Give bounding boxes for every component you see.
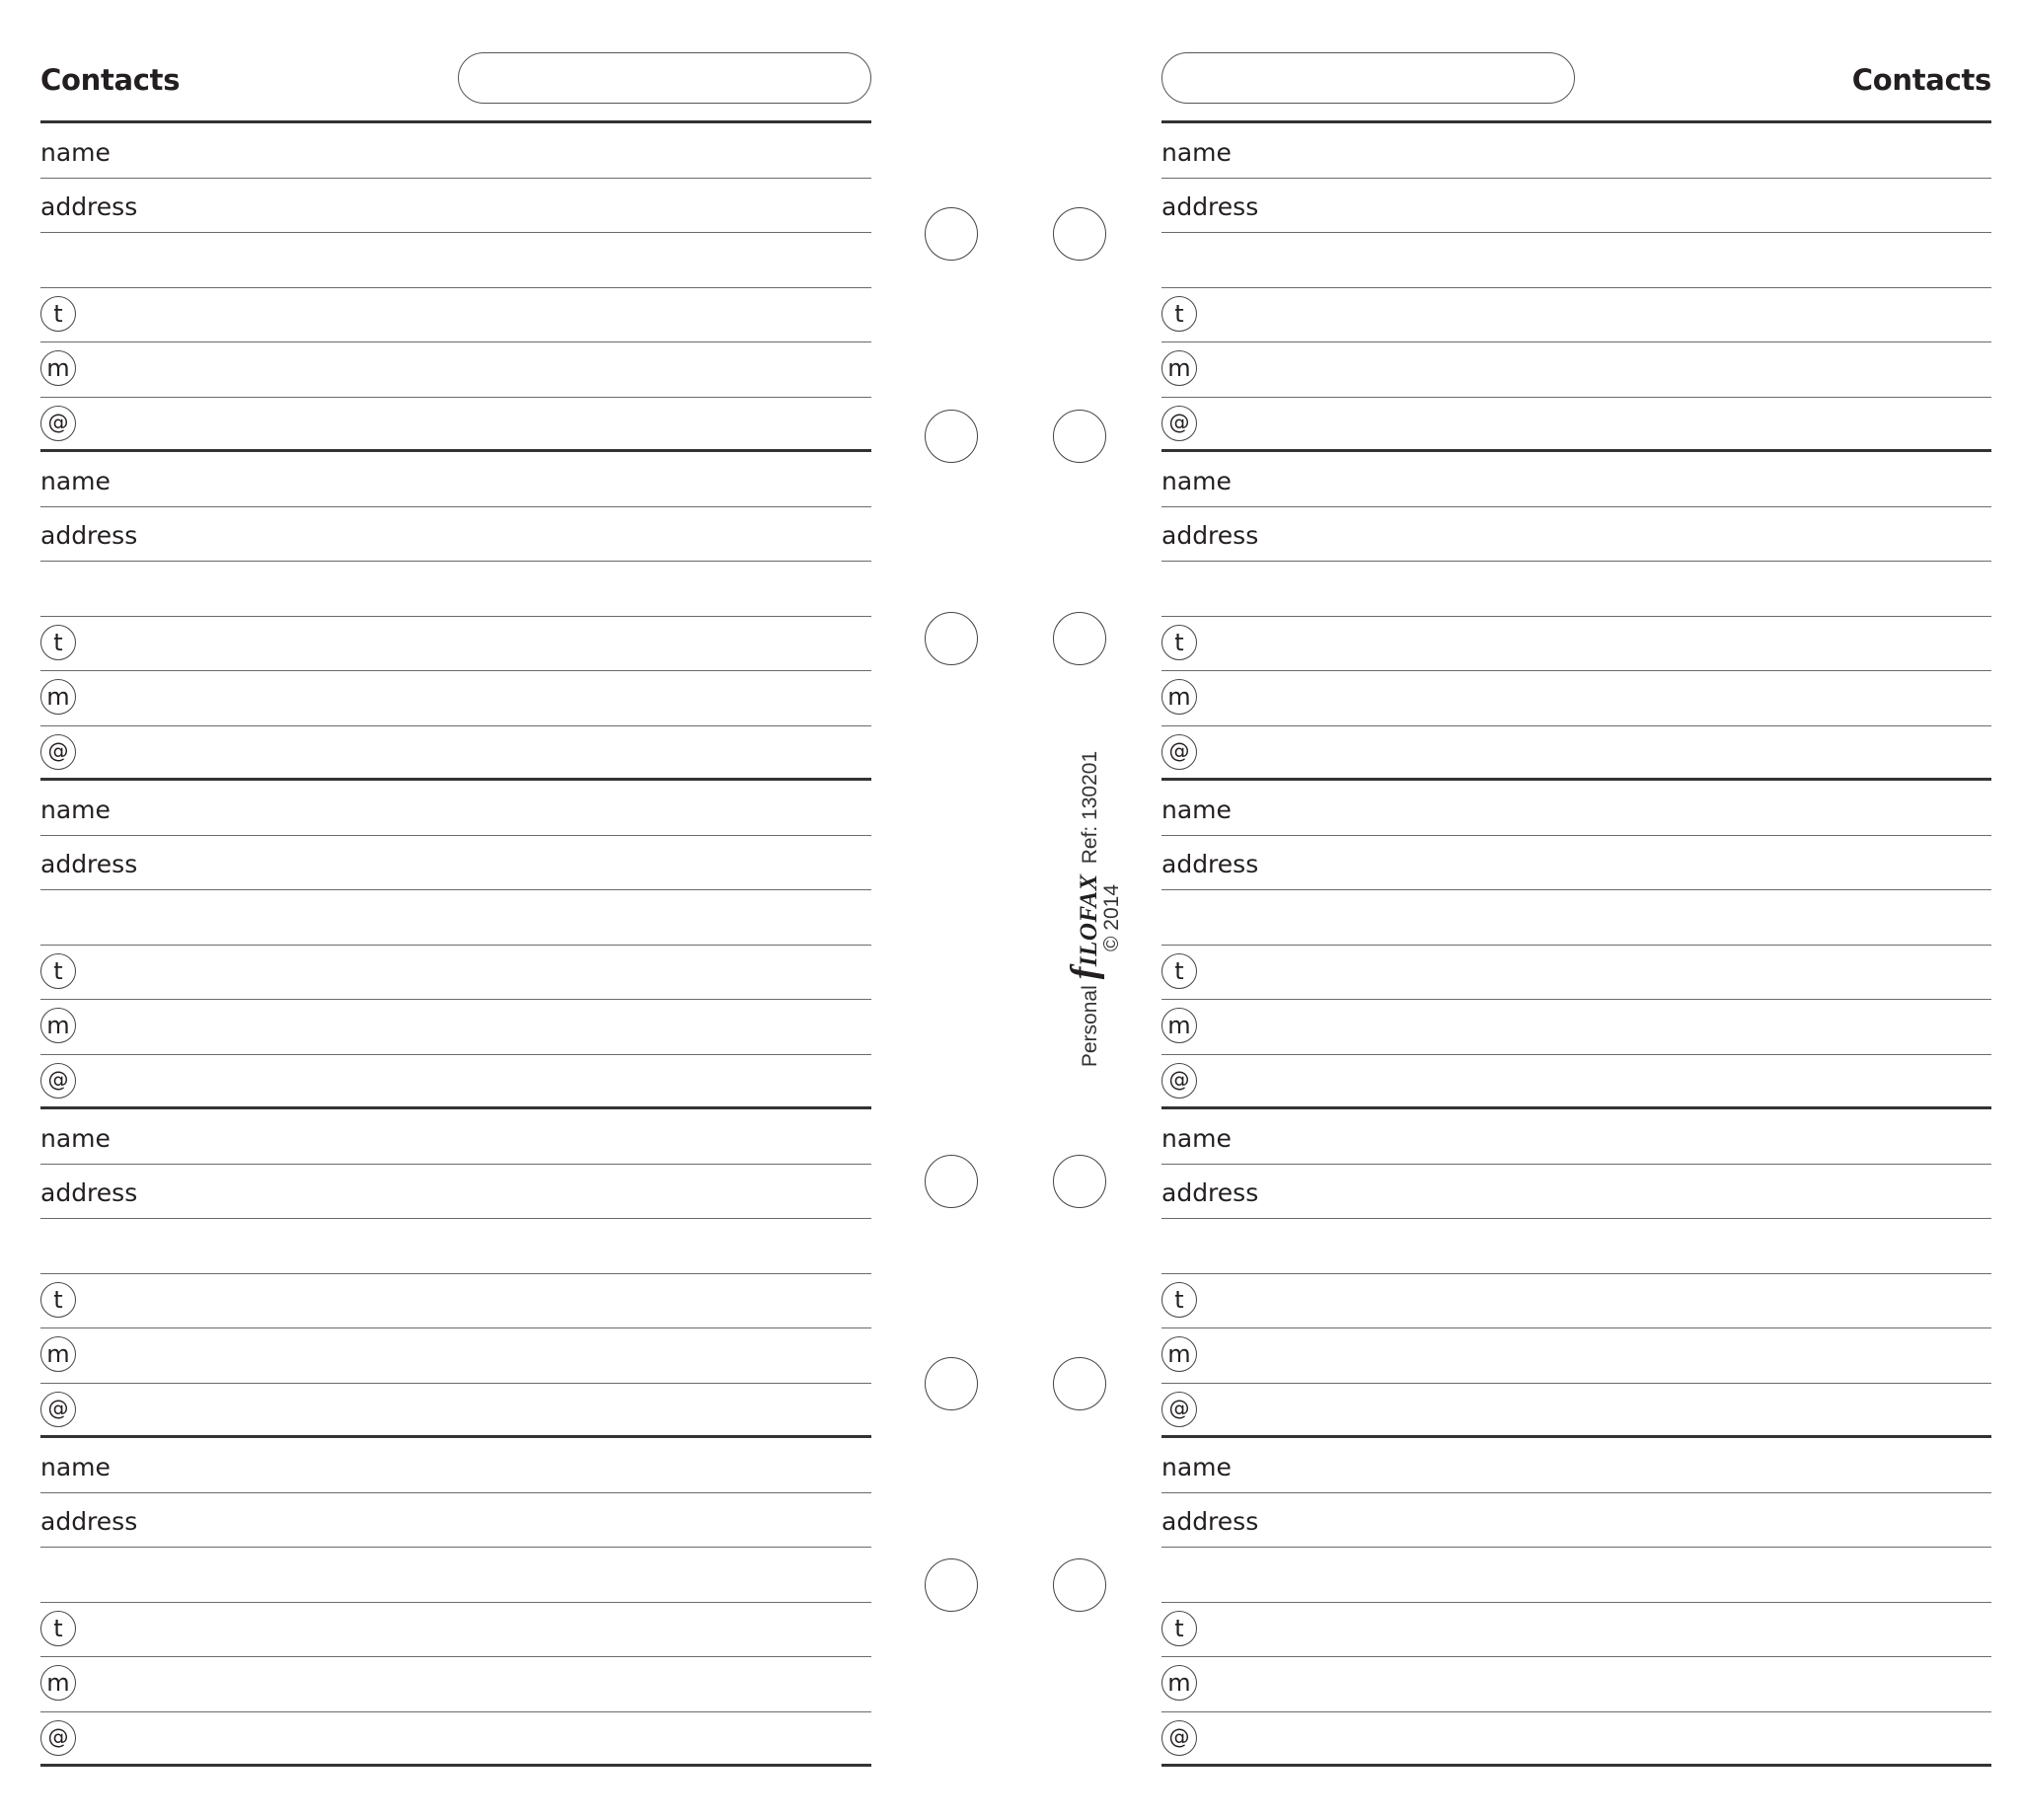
email-icon: @ (40, 734, 76, 770)
right-contacts-page (1161, 0, 1991, 1820)
binder-hole (925, 410, 978, 463)
address-label: address (1161, 1507, 1259, 1537)
address-field[interactable] (40, 1493, 871, 1549)
address-label: address (40, 1507, 138, 1537)
name-label: name (40, 1452, 111, 1481)
address-field[interactable] (1161, 836, 1991, 891)
mobile-field[interactable] (1161, 1000, 1991, 1055)
name-label: name (40, 1123, 111, 1153)
address-line-2-field[interactable] (1161, 890, 1991, 946)
address-field[interactable] (40, 836, 871, 891)
address-label: address (40, 1178, 138, 1208)
email-field[interactable] (1161, 398, 1991, 453)
page-title: Contacts (40, 63, 181, 97)
name-label: name (1161, 795, 1232, 824)
address-field[interactable] (1161, 507, 1991, 563)
name-label: name (1161, 1123, 1232, 1153)
mobile-field[interactable] (1161, 671, 1991, 726)
name-field[interactable] (40, 1438, 871, 1493)
binder-hole (925, 1155, 978, 1208)
name-label: name (40, 137, 111, 167)
email-icon: @ (1161, 1063, 1197, 1099)
address-label: address (1161, 850, 1259, 879)
name-field[interactable] (40, 781, 871, 836)
mobile-icon: m (40, 1008, 76, 1043)
address-label: address (40, 192, 138, 222)
address-label: address (40, 850, 138, 879)
mobile-field[interactable] (40, 342, 871, 398)
name-field[interactable] (1161, 123, 1991, 179)
name-field[interactable] (1161, 452, 1991, 507)
address-field[interactable] (1161, 179, 1991, 234)
address-line-2-field[interactable] (40, 1548, 871, 1603)
email-icon: @ (1161, 1720, 1197, 1756)
filofax-logo: fILOFAX (1064, 873, 1105, 980)
mobile-field[interactable] (40, 1000, 871, 1055)
email-field[interactable] (40, 1384, 871, 1439)
phone-field[interactable] (40, 288, 871, 343)
phone-icon: t (1161, 1282, 1197, 1318)
mobile-icon: m (40, 679, 76, 715)
mobile-field[interactable] (1161, 1328, 1991, 1384)
mobile-field[interactable] (40, 1328, 871, 1384)
address-label: address (1161, 1178, 1259, 1208)
binder-hole (925, 207, 978, 261)
address-line-2-field[interactable] (40, 562, 871, 617)
phone-field[interactable] (1161, 946, 1991, 1001)
mobile-field[interactable] (1161, 1657, 1991, 1712)
name-field[interactable] (40, 452, 871, 507)
address-field[interactable] (40, 179, 871, 234)
phone-field[interactable] (1161, 1603, 1991, 1658)
email-field[interactable] (1161, 1384, 1991, 1439)
address-label: address (40, 521, 138, 551)
phone-icon: t (40, 296, 76, 332)
phone-icon: t (40, 953, 76, 989)
address-label: address (1161, 192, 1259, 222)
binder-hole (1053, 612, 1106, 665)
mobile-icon: m (40, 1665, 76, 1701)
email-field[interactable] (1161, 1712, 1991, 1768)
name-field[interactable] (1161, 1109, 1991, 1165)
email-icon: @ (1161, 1392, 1197, 1427)
mobile-icon: m (1161, 1336, 1197, 1372)
address-label: address (1161, 521, 1259, 551)
address-line-2-field[interactable] (40, 890, 871, 946)
publisher-imprint (1064, 750, 1123, 1068)
email-field[interactable] (1161, 726, 1991, 782)
mobile-icon: m (1161, 1008, 1197, 1043)
phone-icon: t (1161, 625, 1197, 660)
mobile-field[interactable] (1161, 342, 1991, 398)
name-label: name (1161, 1452, 1232, 1481)
mobile-icon: m (1161, 350, 1197, 386)
phone-field[interactable] (40, 617, 871, 672)
contact-list (1161, 120, 1991, 1767)
phone-field[interactable] (1161, 617, 1991, 672)
mobile-field[interactable] (40, 1657, 871, 1712)
email-icon: @ (40, 406, 76, 441)
phone-icon: t (1161, 296, 1197, 332)
binder-hole (925, 1357, 978, 1410)
email-field[interactable] (40, 726, 871, 782)
address-line-2-field[interactable] (1161, 1548, 1991, 1603)
reference-number: Ref: 130201 (1079, 750, 1101, 865)
name-label: name (40, 466, 111, 495)
email-field[interactable] (1161, 1055, 1991, 1110)
phone-field[interactable] (40, 1274, 871, 1329)
binder-hole (1053, 207, 1106, 261)
mobile-icon: m (1161, 679, 1197, 715)
address-line-2-field[interactable] (1161, 562, 1991, 617)
email-field[interactable] (40, 398, 871, 453)
mobile-field[interactable] (40, 671, 871, 726)
binder-hole (925, 612, 978, 665)
email-field[interactable] (40, 1712, 871, 1768)
binder-hole (1053, 1558, 1106, 1612)
binder-hole (1053, 1155, 1106, 1208)
address-line-2-field[interactable] (40, 1219, 871, 1274)
mobile-icon: m (1161, 1665, 1197, 1701)
address-field[interactable] (1161, 1493, 1991, 1549)
name-field[interactable] (40, 1109, 871, 1165)
mobile-icon: m (40, 350, 76, 386)
name-label: name (1161, 137, 1232, 167)
name-field[interactable] (40, 123, 871, 179)
phone-icon: t (1161, 953, 1197, 989)
binder-hole (1053, 1357, 1106, 1410)
phone-field[interactable] (1161, 288, 1991, 343)
phone-icon: t (40, 1611, 76, 1646)
name-field[interactable] (1161, 781, 1991, 836)
phone-field[interactable] (40, 1603, 871, 1658)
name-field[interactable] (1161, 1438, 1991, 1493)
mobile-icon: m (40, 1336, 76, 1372)
address-field[interactable] (40, 1165, 871, 1220)
index-tab-field[interactable] (458, 52, 871, 104)
page-title: Contacts (1851, 63, 1991, 97)
binder-hole (1053, 410, 1106, 463)
binder-hole (925, 1558, 978, 1612)
address-line-2-field[interactable] (40, 233, 871, 288)
email-icon: @ (40, 1063, 76, 1099)
phone-field[interactable] (1161, 1274, 1991, 1329)
phone-icon: t (40, 625, 76, 660)
address-field[interactable] (1161, 1165, 1991, 1220)
name-label: name (1161, 466, 1232, 495)
email-icon: @ (40, 1392, 76, 1427)
index-tab-field[interactable] (1161, 52, 1575, 104)
copyright: © 2014 (1100, 883, 1123, 952)
email-field[interactable] (40, 1055, 871, 1110)
address-line-2-field[interactable] (1161, 233, 1991, 288)
address-field[interactable] (40, 507, 871, 563)
size-label: Personal (1079, 985, 1101, 1068)
email-icon: @ (40, 1720, 76, 1756)
phone-icon: t (1161, 1611, 1197, 1646)
address-line-2-field[interactable] (1161, 1219, 1991, 1274)
contact-list (40, 120, 871, 1767)
email-icon: @ (1161, 406, 1197, 441)
email-icon: @ (1161, 734, 1197, 770)
left-contacts-page (40, 0, 871, 1820)
phone-field[interactable] (40, 946, 871, 1001)
imprint-line-1 (1064, 750, 1105, 1068)
phone-icon: t (40, 1282, 76, 1318)
name-label: name (40, 795, 111, 824)
